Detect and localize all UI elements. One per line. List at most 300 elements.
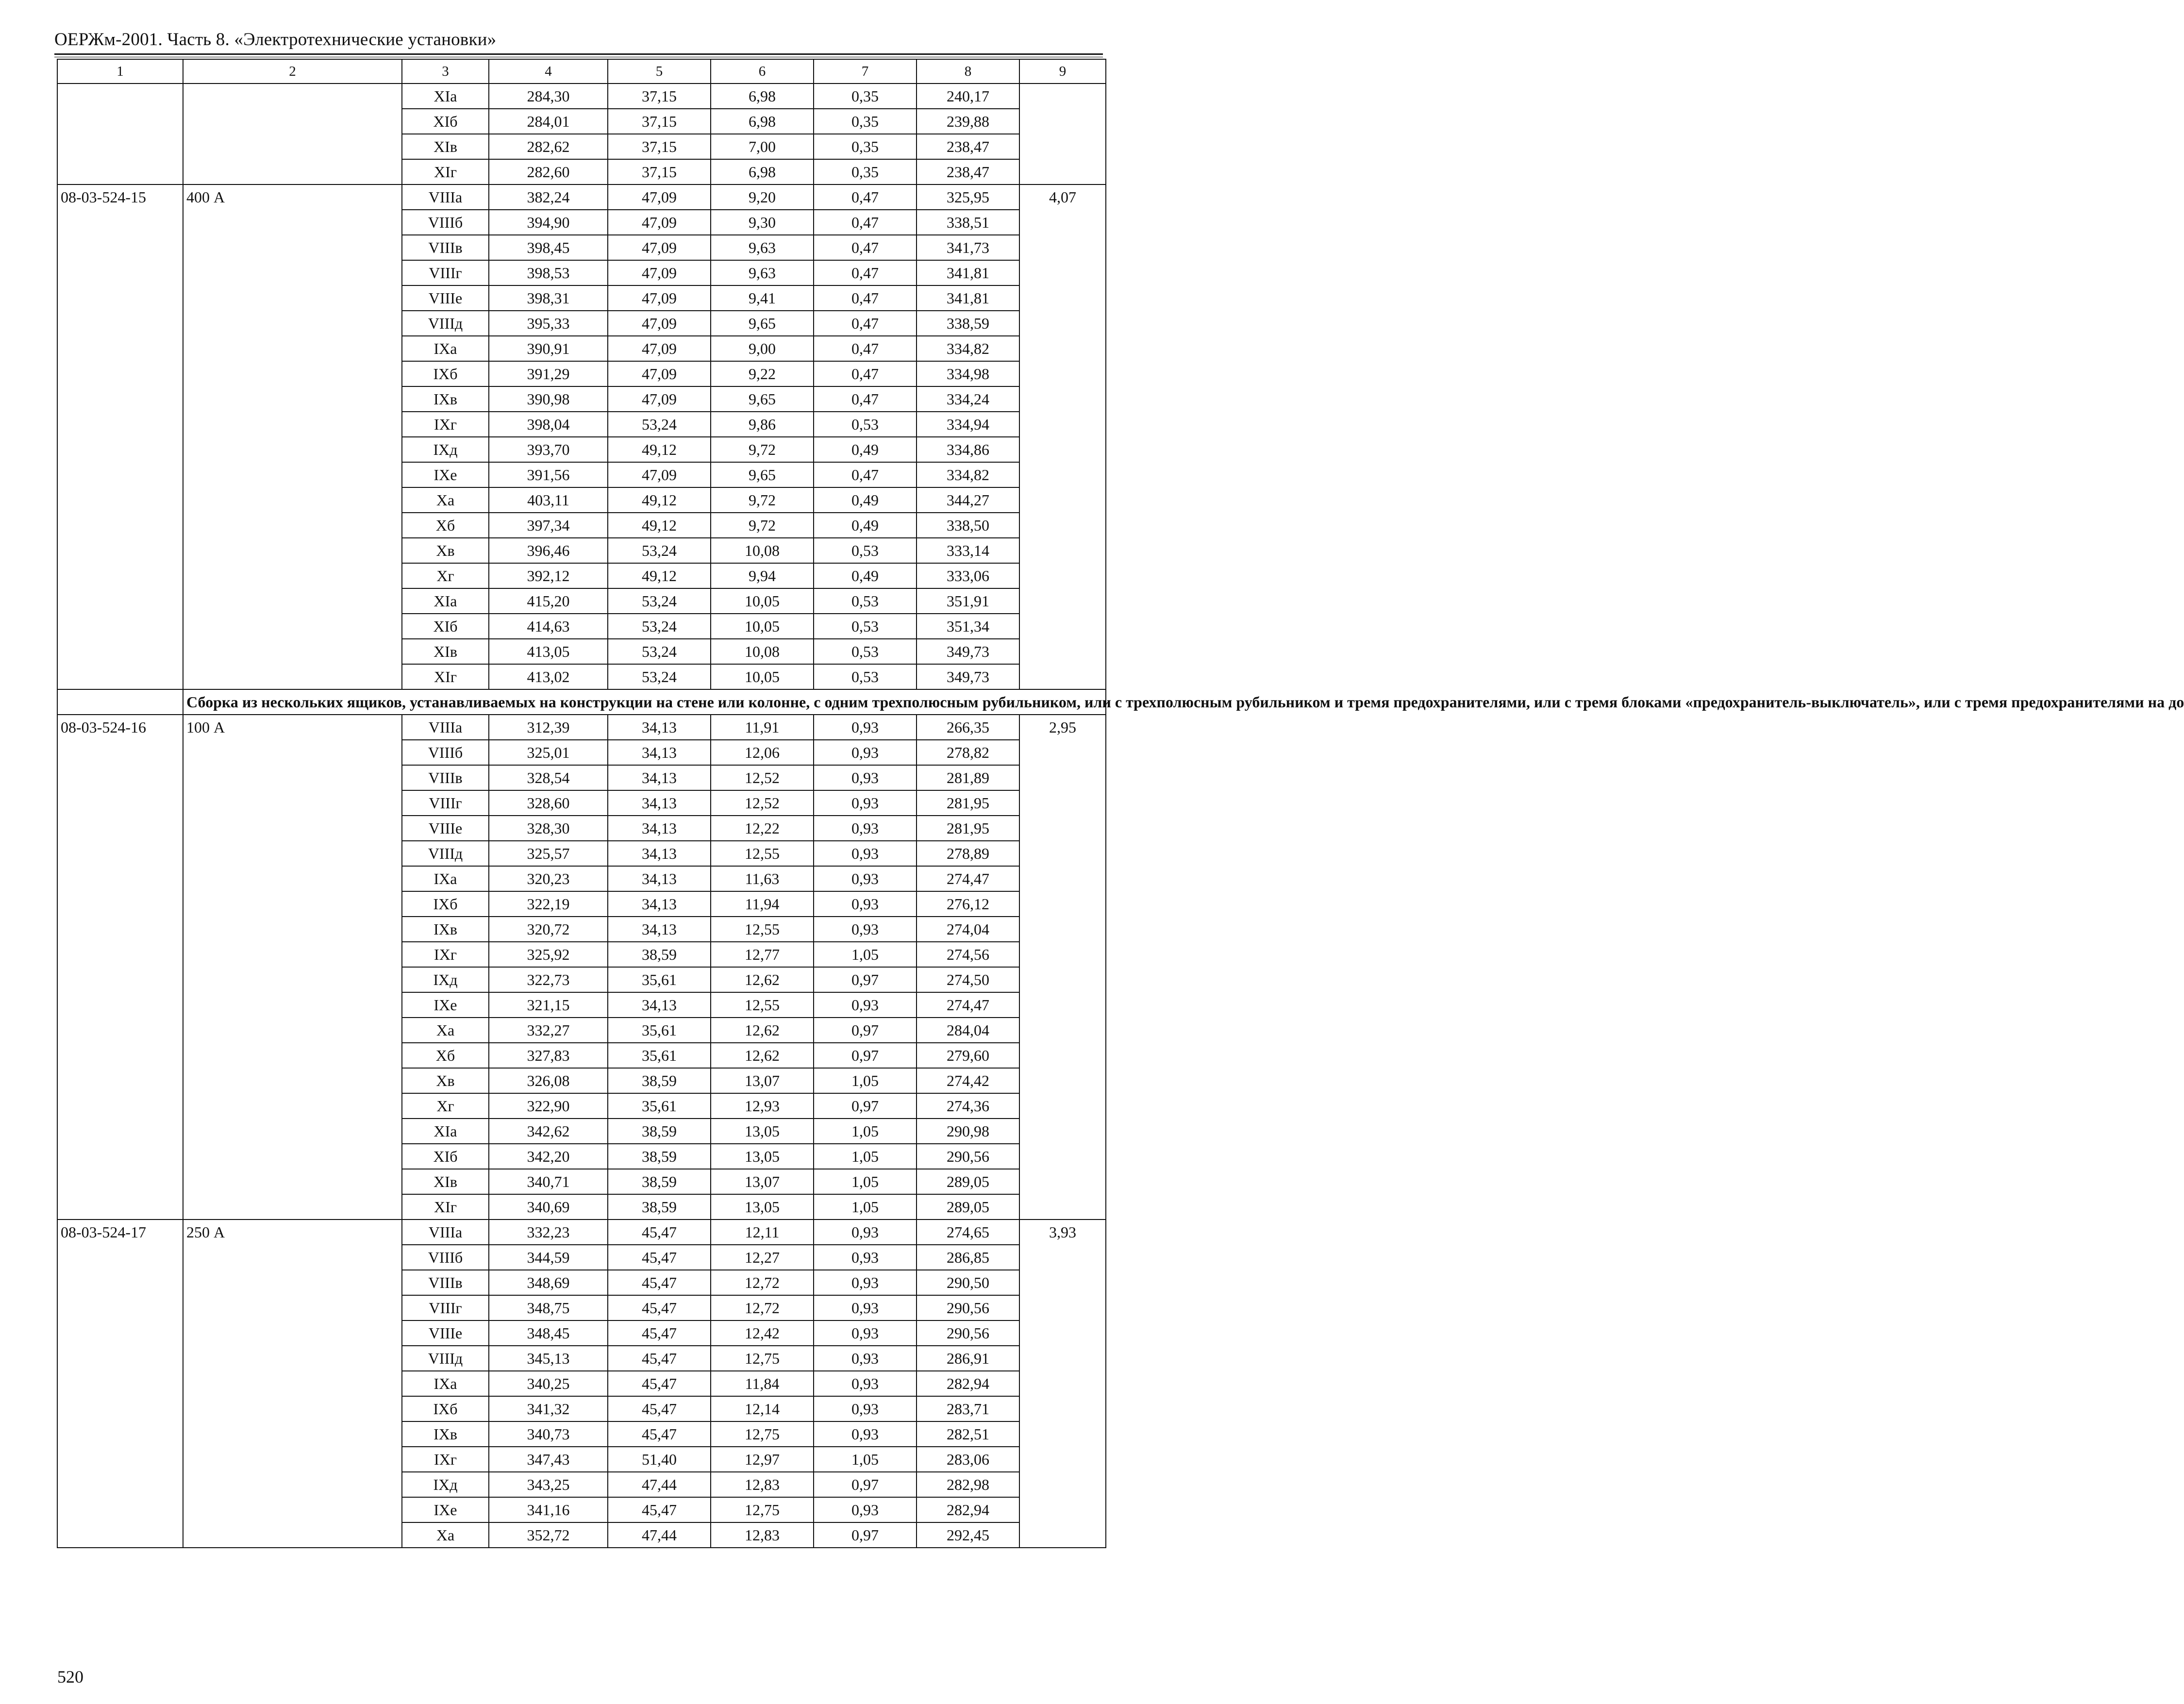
materials-cell: 338,51 (917, 210, 1019, 235)
machinist-wages-cell: 0,35 (814, 84, 917, 109)
materials-cell: 282,94 (917, 1371, 1019, 1396)
direct-costs-cell: 327,83 (489, 1043, 608, 1068)
materials-cell: 341,73 (917, 235, 1019, 260)
machine-costs-cell: 9,72 (711, 437, 814, 462)
labor-wages-cell: 38,59 (608, 1144, 711, 1169)
materials-cell: 279,60 (917, 1043, 1019, 1068)
materials-cell: 341,81 (917, 260, 1019, 285)
header-rule-thick (54, 53, 1103, 55)
materials-cell: 333,06 (917, 563, 1019, 588)
machine-costs-cell: 9,63 (711, 260, 814, 285)
materials-cell: 274,56 (917, 942, 1019, 967)
machine-costs-cell: 12,97 (711, 1447, 814, 1472)
zone-cell: XIa (402, 588, 489, 614)
labor-wages-cell: 53,24 (608, 412, 711, 437)
zone-cell: IXд (402, 437, 489, 462)
machine-costs-cell: 9,72 (711, 487, 814, 513)
materials-cell: 334,82 (917, 462, 1019, 487)
machinist-wages-cell: 0,93 (814, 1346, 917, 1371)
machinist-wages-cell: 0,47 (814, 235, 917, 260)
machine-costs-cell: 9,41 (711, 285, 814, 311)
labor-wages-cell: 49,12 (608, 563, 711, 588)
machinist-wages-cell: 1,05 (814, 1144, 917, 1169)
zone-cell: VIIIд (402, 311, 489, 336)
column-number: 8 (917, 59, 1019, 84)
labor-wages-cell: 35,61 (608, 967, 711, 992)
machinist-wages-cell: 0,93 (814, 740, 917, 765)
labor-wages-cell: 34,13 (608, 715, 711, 740)
labor-wages-cell: 53,24 (608, 538, 711, 563)
machine-costs-cell: 12,75 (711, 1421, 814, 1447)
machine-costs-cell: 12,93 (711, 1093, 814, 1119)
labor-hours-cell: 4,07 (1019, 184, 1106, 689)
machinist-wages-cell: 0,53 (814, 588, 917, 614)
zone-cell: VIIIб (402, 740, 489, 765)
zone-cell: IXг (402, 1447, 489, 1472)
direct-costs-cell: 340,71 (489, 1169, 608, 1194)
machinist-wages-cell: 0,93 (814, 866, 917, 891)
zone-cell: XIв (402, 639, 489, 664)
labor-wages-cell: 34,13 (608, 841, 711, 866)
labor-wages-cell: 47,44 (608, 1522, 711, 1548)
machine-costs-cell: 12,55 (711, 992, 814, 1018)
machinist-wages-cell: 0,93 (814, 1497, 917, 1522)
machine-costs-cell: 11,63 (711, 866, 814, 891)
materials-cell: 338,50 (917, 513, 1019, 538)
zone-cell: Xг (402, 1093, 489, 1119)
materials-cell: 290,50 (917, 1270, 1019, 1295)
materials-cell: 289,05 (917, 1169, 1019, 1194)
machinist-wages-cell: 0,35 (814, 109, 917, 134)
machinist-wages-cell: 0,47 (814, 386, 917, 412)
materials-cell: 283,71 (917, 1396, 1019, 1421)
rate-name-cell (183, 84, 402, 184)
machinist-wages-cell: 0,97 (814, 1043, 917, 1068)
materials-cell: 274,47 (917, 866, 1019, 891)
direct-costs-cell: 398,53 (489, 260, 608, 285)
materials-cell: 274,42 (917, 1068, 1019, 1093)
zone-cell: Xб (402, 513, 489, 538)
materials-cell: 351,34 (917, 614, 1019, 639)
direct-costs-cell: 320,72 (489, 917, 608, 942)
labor-wages-cell: 49,12 (608, 513, 711, 538)
machine-costs-cell: 9,86 (711, 412, 814, 437)
direct-costs-cell: 398,45 (489, 235, 608, 260)
labor-wages-cell: 34,13 (608, 740, 711, 765)
materials-cell: 278,82 (917, 740, 1019, 765)
materials-cell: 283,06 (917, 1447, 1019, 1472)
zone-cell: IXг (402, 942, 489, 967)
labor-wages-cell: 45,47 (608, 1245, 711, 1270)
labor-wages-cell: 47,09 (608, 210, 711, 235)
machine-costs-cell: 11,84 (711, 1371, 814, 1396)
zone-cell: IXa (402, 336, 489, 361)
machinist-wages-cell: 0,49 (814, 437, 917, 462)
rate-name-cell: 400 А (183, 184, 402, 689)
machinist-wages-cell: 1,05 (814, 1119, 917, 1144)
machine-costs-cell: 12,62 (711, 1018, 814, 1043)
direct-costs-cell: 340,73 (489, 1421, 608, 1447)
labor-wages-cell: 53,24 (608, 614, 711, 639)
rate-name-cell: 250 А (183, 1220, 402, 1548)
direct-costs-cell: 326,08 (489, 1068, 608, 1093)
direct-costs-cell: 390,98 (489, 386, 608, 412)
zone-cell: Xв (402, 538, 489, 563)
rate-code-cell: 08-03-524-16 (57, 715, 183, 1220)
materials-cell: 349,73 (917, 639, 1019, 664)
machinist-wages-cell: 0,35 (814, 159, 917, 184)
materials-cell: 238,47 (917, 159, 1019, 184)
labor-wages-cell: 34,13 (608, 992, 711, 1018)
direct-costs-cell: 322,90 (489, 1093, 608, 1119)
labor-wages-cell: 47,09 (608, 462, 711, 487)
machinist-wages-cell: 1,05 (814, 1068, 917, 1093)
materials-cell: 344,27 (917, 487, 1019, 513)
table-row (57, 1220, 1106, 1245)
zone-cell: VIIIб (402, 1245, 489, 1270)
machinist-wages-cell: 0,93 (814, 841, 917, 866)
direct-costs-cell: 348,69 (489, 1270, 608, 1295)
labor-wages-cell: 45,47 (608, 1295, 711, 1320)
machine-costs-cell: 11,94 (711, 891, 814, 917)
machinist-wages-cell: 0,93 (814, 1421, 917, 1447)
zone-cell: IXд (402, 967, 489, 992)
materials-cell: 274,65 (917, 1220, 1019, 1245)
machine-costs-cell: 12,83 (711, 1472, 814, 1497)
machine-costs-cell: 9,72 (711, 513, 814, 538)
machine-costs-cell: 9,63 (711, 235, 814, 260)
rates-table (57, 59, 2184, 1548)
labor-wages-cell: 35,61 (608, 1093, 711, 1119)
machinist-wages-cell: 0,47 (814, 210, 917, 235)
column-number: 9 (1019, 59, 1106, 84)
zone-cell: XIв (402, 134, 489, 159)
labor-wages-cell: 47,09 (608, 235, 711, 260)
machinist-wages-cell: 0,93 (814, 816, 917, 841)
materials-cell: 281,95 (917, 790, 1019, 816)
materials-cell: 266,35 (917, 715, 1019, 740)
machinist-wages-cell: 0,93 (814, 1320, 917, 1346)
direct-costs-cell: 398,31 (489, 285, 608, 311)
zone-cell: VIIIe (402, 1320, 489, 1346)
section-heading-spacer (57, 689, 183, 715)
direct-costs-cell: 394,90 (489, 210, 608, 235)
machinist-wages-cell: 0,47 (814, 462, 917, 487)
labor-wages-cell: 45,47 (608, 1270, 711, 1295)
labor-wages-cell: 34,13 (608, 790, 711, 816)
machine-costs-cell: 12,22 (711, 816, 814, 841)
labor-wages-cell: 53,24 (608, 639, 711, 664)
machinist-wages-cell: 0,53 (814, 639, 917, 664)
machinist-wages-cell: 0,93 (814, 1245, 917, 1270)
zone-cell: VIIIв (402, 235, 489, 260)
machine-costs-cell: 12,27 (711, 1245, 814, 1270)
materials-cell: 240,17 (917, 84, 1019, 109)
machine-costs-cell: 6,98 (711, 109, 814, 134)
direct-costs-cell: 348,45 (489, 1320, 608, 1346)
materials-cell: 334,94 (917, 412, 1019, 437)
materials-cell: 334,82 (917, 336, 1019, 361)
zone-cell: Xa (402, 1018, 489, 1043)
labor-wages-cell: 38,59 (608, 1194, 711, 1220)
labor-wages-cell: 53,24 (608, 664, 711, 689)
machine-costs-cell: 12,11 (711, 1220, 814, 1245)
rate-name-cell: 100 А (183, 715, 402, 1220)
labor-wages-cell: 37,15 (608, 134, 711, 159)
labor-hours-cell (1019, 84, 1106, 184)
zone-cell: IXб (402, 1396, 489, 1421)
machine-costs-cell: 9,65 (711, 386, 814, 412)
direct-costs-cell: 397,34 (489, 513, 608, 538)
materials-cell: 325,95 (917, 184, 1019, 210)
direct-costs-cell: 342,62 (489, 1119, 608, 1144)
machinist-wages-cell: 0,47 (814, 311, 917, 336)
materials-cell: 282,51 (917, 1421, 1019, 1447)
column-number: 7 (814, 59, 917, 84)
direct-costs-cell: 392,12 (489, 563, 608, 588)
machine-costs-cell: 10,08 (711, 639, 814, 664)
zone-cell: IXe (402, 462, 489, 487)
machine-costs-cell: 12,06 (711, 740, 814, 765)
direct-costs-cell: 282,62 (489, 134, 608, 159)
machine-costs-cell: 12,42 (711, 1320, 814, 1346)
materials-cell: 290,56 (917, 1320, 1019, 1346)
labor-wages-cell: 47,09 (608, 184, 711, 210)
section-heading-row (57, 689, 1106, 715)
machine-costs-cell: 12,77 (711, 942, 814, 967)
table-row (57, 184, 1106, 210)
materials-cell: 334,24 (917, 386, 1019, 412)
direct-costs-cell: 396,46 (489, 538, 608, 563)
zone-cell: VIIIa (402, 184, 489, 210)
materials-cell: 274,50 (917, 967, 1019, 992)
labor-wages-cell: 34,13 (608, 891, 711, 917)
zone-cell: VIIIг (402, 790, 489, 816)
labor-wages-cell: 34,13 (608, 917, 711, 942)
direct-costs-cell: 284,30 (489, 84, 608, 109)
direct-costs-cell: 393,70 (489, 437, 608, 462)
materials-cell: 286,85 (917, 1245, 1019, 1270)
machinist-wages-cell: 0,35 (814, 134, 917, 159)
materials-cell: 334,86 (917, 437, 1019, 462)
column-number-row (57, 59, 1106, 84)
rate-code-cell (57, 84, 183, 184)
rate-code-cell: 08-03-524-17 (57, 1220, 183, 1548)
machinist-wages-cell: 0,97 (814, 1093, 917, 1119)
zone-cell: IXд (402, 1472, 489, 1497)
direct-costs-cell: 391,29 (489, 361, 608, 386)
machinist-wages-cell: 0,93 (814, 992, 917, 1018)
machinist-wages-cell: 0,49 (814, 487, 917, 513)
zone-cell: VIIIд (402, 841, 489, 866)
materials-cell: 284,04 (917, 1018, 1019, 1043)
materials-cell: 274,04 (917, 917, 1019, 942)
machine-costs-cell: 13,05 (711, 1194, 814, 1220)
materials-cell: 278,89 (917, 841, 1019, 866)
machinist-wages-cell: 1,05 (814, 1447, 917, 1472)
direct-costs-cell: 320,23 (489, 866, 608, 891)
zone-cell: VIIIд (402, 1346, 489, 1371)
direct-costs-cell: 413,05 (489, 639, 608, 664)
labor-wages-cell: 47,09 (608, 311, 711, 336)
labor-wages-cell: 45,47 (608, 1396, 711, 1421)
labor-wages-cell: 53,24 (608, 588, 711, 614)
machine-costs-cell: 13,07 (711, 1068, 814, 1093)
materials-cell: 351,91 (917, 588, 1019, 614)
labor-hours-cell: 2,95 (1019, 715, 1106, 1220)
column-number: 1 (57, 59, 183, 84)
zone-cell: VIIIe (402, 816, 489, 841)
zone-cell: XIг (402, 1194, 489, 1220)
labor-wages-cell: 47,44 (608, 1472, 711, 1497)
table-row (57, 715, 1106, 740)
labor-wages-cell: 45,47 (608, 1497, 711, 1522)
direct-costs-cell: 340,25 (489, 1371, 608, 1396)
machine-costs-cell: 12,72 (711, 1270, 814, 1295)
zone-cell: IXe (402, 992, 489, 1018)
direct-costs-cell: 347,43 (489, 1447, 608, 1472)
direct-costs-cell: 328,60 (489, 790, 608, 816)
machinist-wages-cell: 0,97 (814, 1018, 917, 1043)
labor-wages-cell: 47,09 (608, 260, 711, 285)
machinist-wages-cell: 0,47 (814, 260, 917, 285)
machine-costs-cell: 11,91 (711, 715, 814, 740)
zone-cell: IXв (402, 1421, 489, 1447)
direct-costs-cell: 322,19 (489, 891, 608, 917)
materials-cell: 333,14 (917, 538, 1019, 563)
direct-costs-cell: 395,33 (489, 311, 608, 336)
labor-wages-cell: 37,15 (608, 159, 711, 184)
page-header-title: ОЕРЖм-2001. Часть 8. «Электротехнические установки» (54, 30, 497, 50)
zone-cell: IXa (402, 866, 489, 891)
machinist-wages-cell: 0,97 (814, 1522, 917, 1548)
direct-costs-cell: 413,02 (489, 664, 608, 689)
materials-cell: 282,94 (917, 1497, 1019, 1522)
machinist-wages-cell: 0,53 (814, 412, 917, 437)
materials-cell: 290,98 (917, 1119, 1019, 1144)
labor-wages-cell: 34,13 (608, 765, 711, 790)
labor-wages-cell: 45,47 (608, 1371, 711, 1396)
labor-wages-cell: 38,59 (608, 1068, 711, 1093)
direct-costs-cell: 403,11 (489, 487, 608, 513)
zone-cell: VIIIг (402, 1295, 489, 1320)
machinist-wages-cell: 0,93 (814, 917, 917, 942)
direct-costs-cell: 325,57 (489, 841, 608, 866)
direct-costs-cell: 325,92 (489, 942, 608, 967)
direct-costs-cell: 340,69 (489, 1194, 608, 1220)
machinist-wages-cell: 1,05 (814, 942, 917, 967)
machine-costs-cell: 9,20 (711, 184, 814, 210)
machinist-wages-cell: 0,49 (814, 563, 917, 588)
zone-cell: Xг (402, 563, 489, 588)
direct-costs-cell: 391,56 (489, 462, 608, 487)
machine-costs-cell: 12,55 (711, 917, 814, 942)
machinist-wages-cell: 0,53 (814, 664, 917, 689)
labor-wages-cell: 34,13 (608, 816, 711, 841)
machine-costs-cell: 13,05 (711, 1144, 814, 1169)
labor-wages-cell: 49,12 (608, 437, 711, 462)
labor-wages-cell: 45,47 (608, 1220, 711, 1245)
machine-costs-cell: 12,52 (711, 790, 814, 816)
materials-cell: 349,73 (917, 664, 1019, 689)
machine-costs-cell: 12,55 (711, 841, 814, 866)
direct-costs-cell: 328,54 (489, 765, 608, 790)
direct-costs-cell: 284,01 (489, 109, 608, 134)
materials-cell: 341,81 (917, 285, 1019, 311)
labor-wages-cell: 45,47 (608, 1421, 711, 1447)
machinist-wages-cell: 0,47 (814, 336, 917, 361)
machine-costs-cell: 9,22 (711, 361, 814, 386)
machinist-wages-cell: 0,47 (814, 285, 917, 311)
machinist-wages-cell: 0,93 (814, 765, 917, 790)
materials-cell: 238,47 (917, 134, 1019, 159)
machinist-wages-cell: 0,93 (814, 891, 917, 917)
machinist-wages-cell: 0,93 (814, 715, 917, 740)
zone-cell: XIa (402, 1119, 489, 1144)
zone-cell: IXб (402, 891, 489, 917)
machinist-wages-cell: 1,05 (814, 1194, 917, 1220)
direct-costs-cell: 332,23 (489, 1220, 608, 1245)
machine-costs-cell: 9,65 (711, 311, 814, 336)
machine-costs-cell: 10,05 (711, 588, 814, 614)
labor-hours-cell: 3,93 (1019, 1220, 1106, 1548)
materials-cell: 239,88 (917, 109, 1019, 134)
labor-wages-cell: 37,15 (608, 109, 711, 134)
zone-cell: VIIIв (402, 765, 489, 790)
machine-costs-cell: 9,94 (711, 563, 814, 588)
zone-cell: XIб (402, 614, 489, 639)
zone-cell: Xб (402, 1043, 489, 1068)
labor-wages-cell: 47,09 (608, 386, 711, 412)
machine-costs-cell: 13,07 (711, 1169, 814, 1194)
labor-wages-cell: 38,59 (608, 1119, 711, 1144)
materials-cell: 289,05 (917, 1194, 1019, 1220)
materials-cell: 274,47 (917, 992, 1019, 1018)
materials-cell: 292,45 (917, 1522, 1019, 1548)
labor-wages-cell: 47,09 (608, 285, 711, 311)
machine-costs-cell: 9,00 (711, 336, 814, 361)
zone-cell: Xв (402, 1068, 489, 1093)
machine-costs-cell: 6,98 (711, 84, 814, 109)
labor-wages-cell: 38,59 (608, 1169, 711, 1194)
machinist-wages-cell: 0,93 (814, 1295, 917, 1320)
machinist-wages-cell: 0,93 (814, 790, 917, 816)
direct-costs-cell: 415,20 (489, 588, 608, 614)
direct-costs-cell: 390,91 (489, 336, 608, 361)
zone-cell: VIIIa (402, 715, 489, 740)
direct-costs-cell: 328,30 (489, 816, 608, 841)
machine-costs-cell: 12,72 (711, 1295, 814, 1320)
machinist-wages-cell: 0,93 (814, 1396, 917, 1421)
zone-cell: XIв (402, 1169, 489, 1194)
zone-cell: VIIIa (402, 1220, 489, 1245)
machinist-wages-cell: 1,05 (814, 1169, 917, 1194)
machinist-wages-cell: 0,49 (814, 513, 917, 538)
zone-cell: XIг (402, 159, 489, 184)
rate-code-cell: 08-03-524-15 (57, 184, 183, 689)
zone-cell: Xa (402, 487, 489, 513)
machinist-wages-cell: 0,97 (814, 1472, 917, 1497)
rates-table-body (57, 59, 2184, 1548)
zone-cell: Xa (402, 1522, 489, 1548)
direct-costs-cell: 342,20 (489, 1144, 608, 1169)
machinist-wages-cell: 0,97 (814, 967, 917, 992)
machinist-wages-cell: 0,93 (814, 1220, 917, 1245)
labor-wages-cell: 45,47 (608, 1320, 711, 1346)
direct-costs-cell: 341,32 (489, 1396, 608, 1421)
table-row (57, 84, 1106, 109)
machine-costs-cell: 12,75 (711, 1346, 814, 1371)
